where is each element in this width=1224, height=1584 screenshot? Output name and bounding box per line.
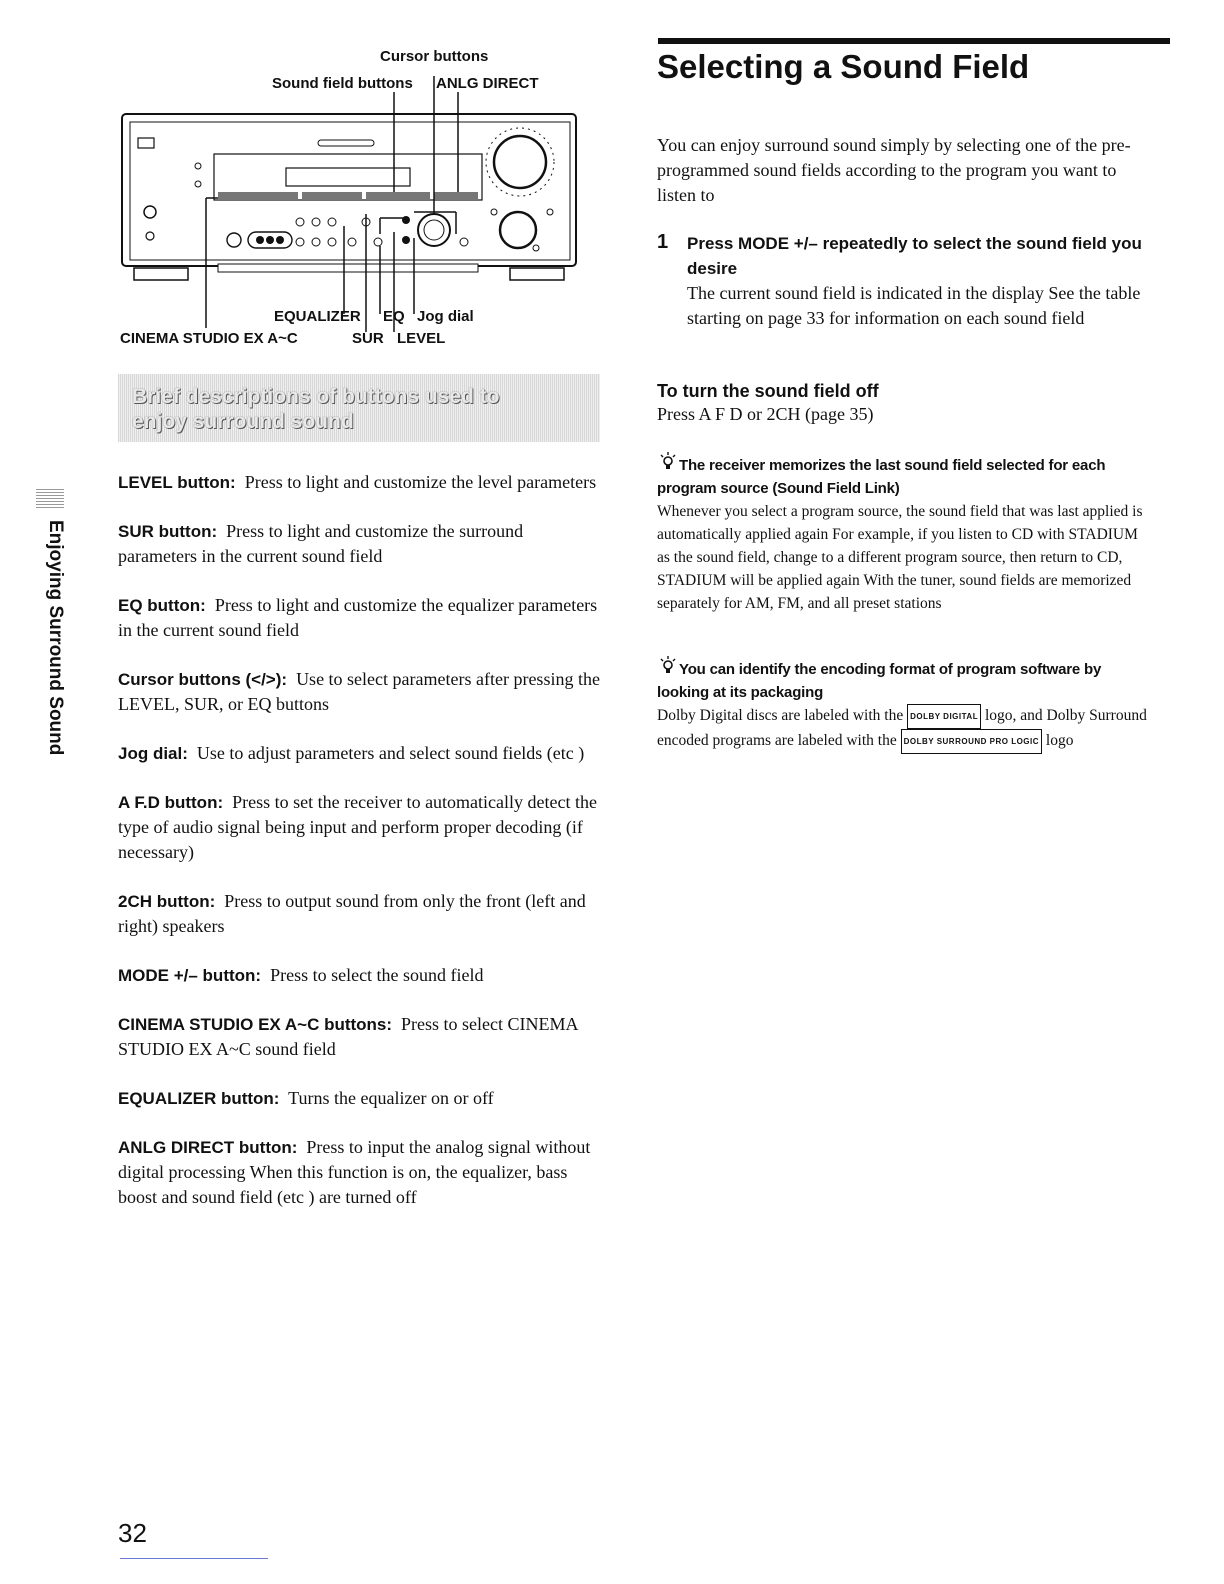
desc-term: MODE +/– button: — [118, 966, 262, 985]
step-body: The current sound field is indicated in the display See the table starting on page 33 for information on each sound field — [687, 283, 1141, 328]
section-banner-title — [132, 384, 500, 434]
desc-mode — [118, 963, 604, 988]
tip-sound-field-link — [657, 452, 1147, 615]
desc-term: LEVEL button: — [118, 473, 236, 492]
desc-text: Press to select the sound field — [270, 965, 484, 985]
desc-term: EQ button: — [118, 596, 206, 615]
callout-eq: EQ — [383, 308, 405, 325]
desc-cursor — [118, 667, 604, 717]
tip-encoding-format — [657, 656, 1147, 754]
tip-text-a: Dolby Digital discs are labeled with the — [657, 707, 904, 724]
callout-level: LEVEL — [397, 330, 446, 347]
desc-term: ANLG DIRECT button: — [118, 1138, 298, 1157]
tip-text-b: logo, and Dolby Surround encoded programs are labeled with the — [657, 707, 1147, 749]
desc-text: Press to select CINEMA STUDIO EX A~C sound field — [118, 1014, 578, 1059]
desc-term: 2CH button: — [118, 892, 216, 911]
callout-sound-field-buttons: Sound field buttons — [272, 75, 413, 92]
chapter-side-tab — [28, 488, 64, 788]
desc-text: Turns the equalizer on or off — [288, 1088, 494, 1108]
turn-off-heading: To turn the sound field off — [657, 381, 879, 401]
callout-anlg-direct: ANLG DIRECT — [436, 75, 539, 92]
banner-line-2: enjoy surround sound — [132, 410, 354, 433]
tip-heading — [657, 656, 1147, 704]
desc-term: EQUALIZER button: — [118, 1089, 280, 1108]
page-number: 32 — [118, 1518, 147, 1548]
dolby-digital-logo: DOLBY DIGITAL — [907, 704, 981, 729]
tip-title: You can identify the encoding format of program software by looking at its packaging — [657, 661, 1102, 701]
desc-eq — [118, 593, 604, 643]
desc-level — [118, 470, 604, 495]
desc-text: Press to input the analog signal without digital processing When this function is on, the equalizer, bass boost and sound field (etc ) are turned off — [118, 1137, 591, 1207]
desc-term: Jog dial: — [118, 744, 188, 763]
desc-term: CINEMA STUDIO EX A~C buttons: — [118, 1015, 393, 1034]
button-description-list — [118, 470, 604, 1234]
desc-2ch — [118, 889, 604, 939]
desc-sur — [118, 519, 604, 569]
callout-jog-dial: Jog dial — [417, 308, 474, 325]
callout-equalizer: EQUALIZER — [274, 308, 361, 325]
callout-cinema-studio: CINEMA STUDIO EX A~C — [120, 330, 298, 347]
desc-term: Cursor buttons (</>): — [118, 670, 288, 689]
desc-equalizer — [118, 1086, 604, 1111]
desc-text: Press to light and customize the surround parameters in the current sound field — [118, 521, 524, 566]
desc-cinema-studio — [118, 1012, 604, 1062]
desc-text: Use to adjust parameters and select sound fields (etc ) — [196, 743, 585, 763]
intro-paragraph: You can enjoy surround sound simply by selecting one of the pre-programmed sound fields according to the program you want to listen to — [657, 135, 1131, 205]
turn-off-body: Press A F D or 2CH (page 35) — [657, 404, 874, 424]
desc-term: SUR button: — [118, 522, 218, 541]
title-rule — [658, 38, 1170, 44]
callout-sur: SUR — [352, 330, 384, 347]
page-title: Selecting a Sound Field — [657, 48, 1030, 85]
footer-rule — [120, 1558, 268, 1559]
desc-afd — [118, 790, 604, 865]
desc-text: Press to output sound from only the front (left and right) speakers — [118, 891, 586, 936]
tip-text-c: logo — [1045, 732, 1074, 749]
desc-text: Press to set the receiver to automatically detect the type of audio signal being input and perform proper decoding (if necessary) — [118, 792, 597, 862]
desc-term: A F.D button: — [118, 793, 224, 812]
desc-text: Press to light and customize the equalizer parameters in the current sound field — [118, 595, 598, 640]
step-1 — [657, 231, 1142, 331]
lightbulb-icon — [657, 452, 679, 472]
desc-text: Use to select parameters after pressing the LEVEL, SUR, or EQ buttons — [118, 669, 600, 714]
step-number: 1 — [657, 231, 669, 253]
receiver-front-panel-diagram — [118, 42, 598, 354]
tip-heading — [657, 452, 1147, 500]
tip-title: The receiver memorizes the last sound field selected for each program source (Sound Field Link) — [657, 457, 1106, 497]
callout-cursor-buttons: Cursor buttons — [380, 48, 489, 65]
tip-body — [657, 704, 1147, 754]
desc-text: Press to light and customize the level parameters — [244, 472, 597, 492]
section-banner — [118, 374, 600, 442]
desc-jog-dial — [118, 741, 604, 766]
side-tab-marker — [36, 488, 64, 508]
step-title: Press MODE +/– repeatedly to select the sound field you desire — [687, 234, 1142, 278]
chapter-title: Enjoying Surround Sound — [45, 520, 66, 756]
dolby-surround-pro-logic-logo: DOLBY SURROUND PRO LOGIC — [901, 729, 1042, 754]
banner-line-1: Brief descriptions of buttons used to — [132, 385, 500, 408]
desc-anlg-direct — [118, 1135, 604, 1210]
tip-body: Whenever you select a program source, the sound field that was last applied is automatically applied again For example, if you listen to CD with STADIUM as the sound field, change to a different program source, then return to CD, STADIUM will be applied again With the tuner, sound fields are memorized separately for AM, FM, and all preset stations — [657, 503, 1143, 612]
lightbulb-icon — [657, 656, 679, 676]
